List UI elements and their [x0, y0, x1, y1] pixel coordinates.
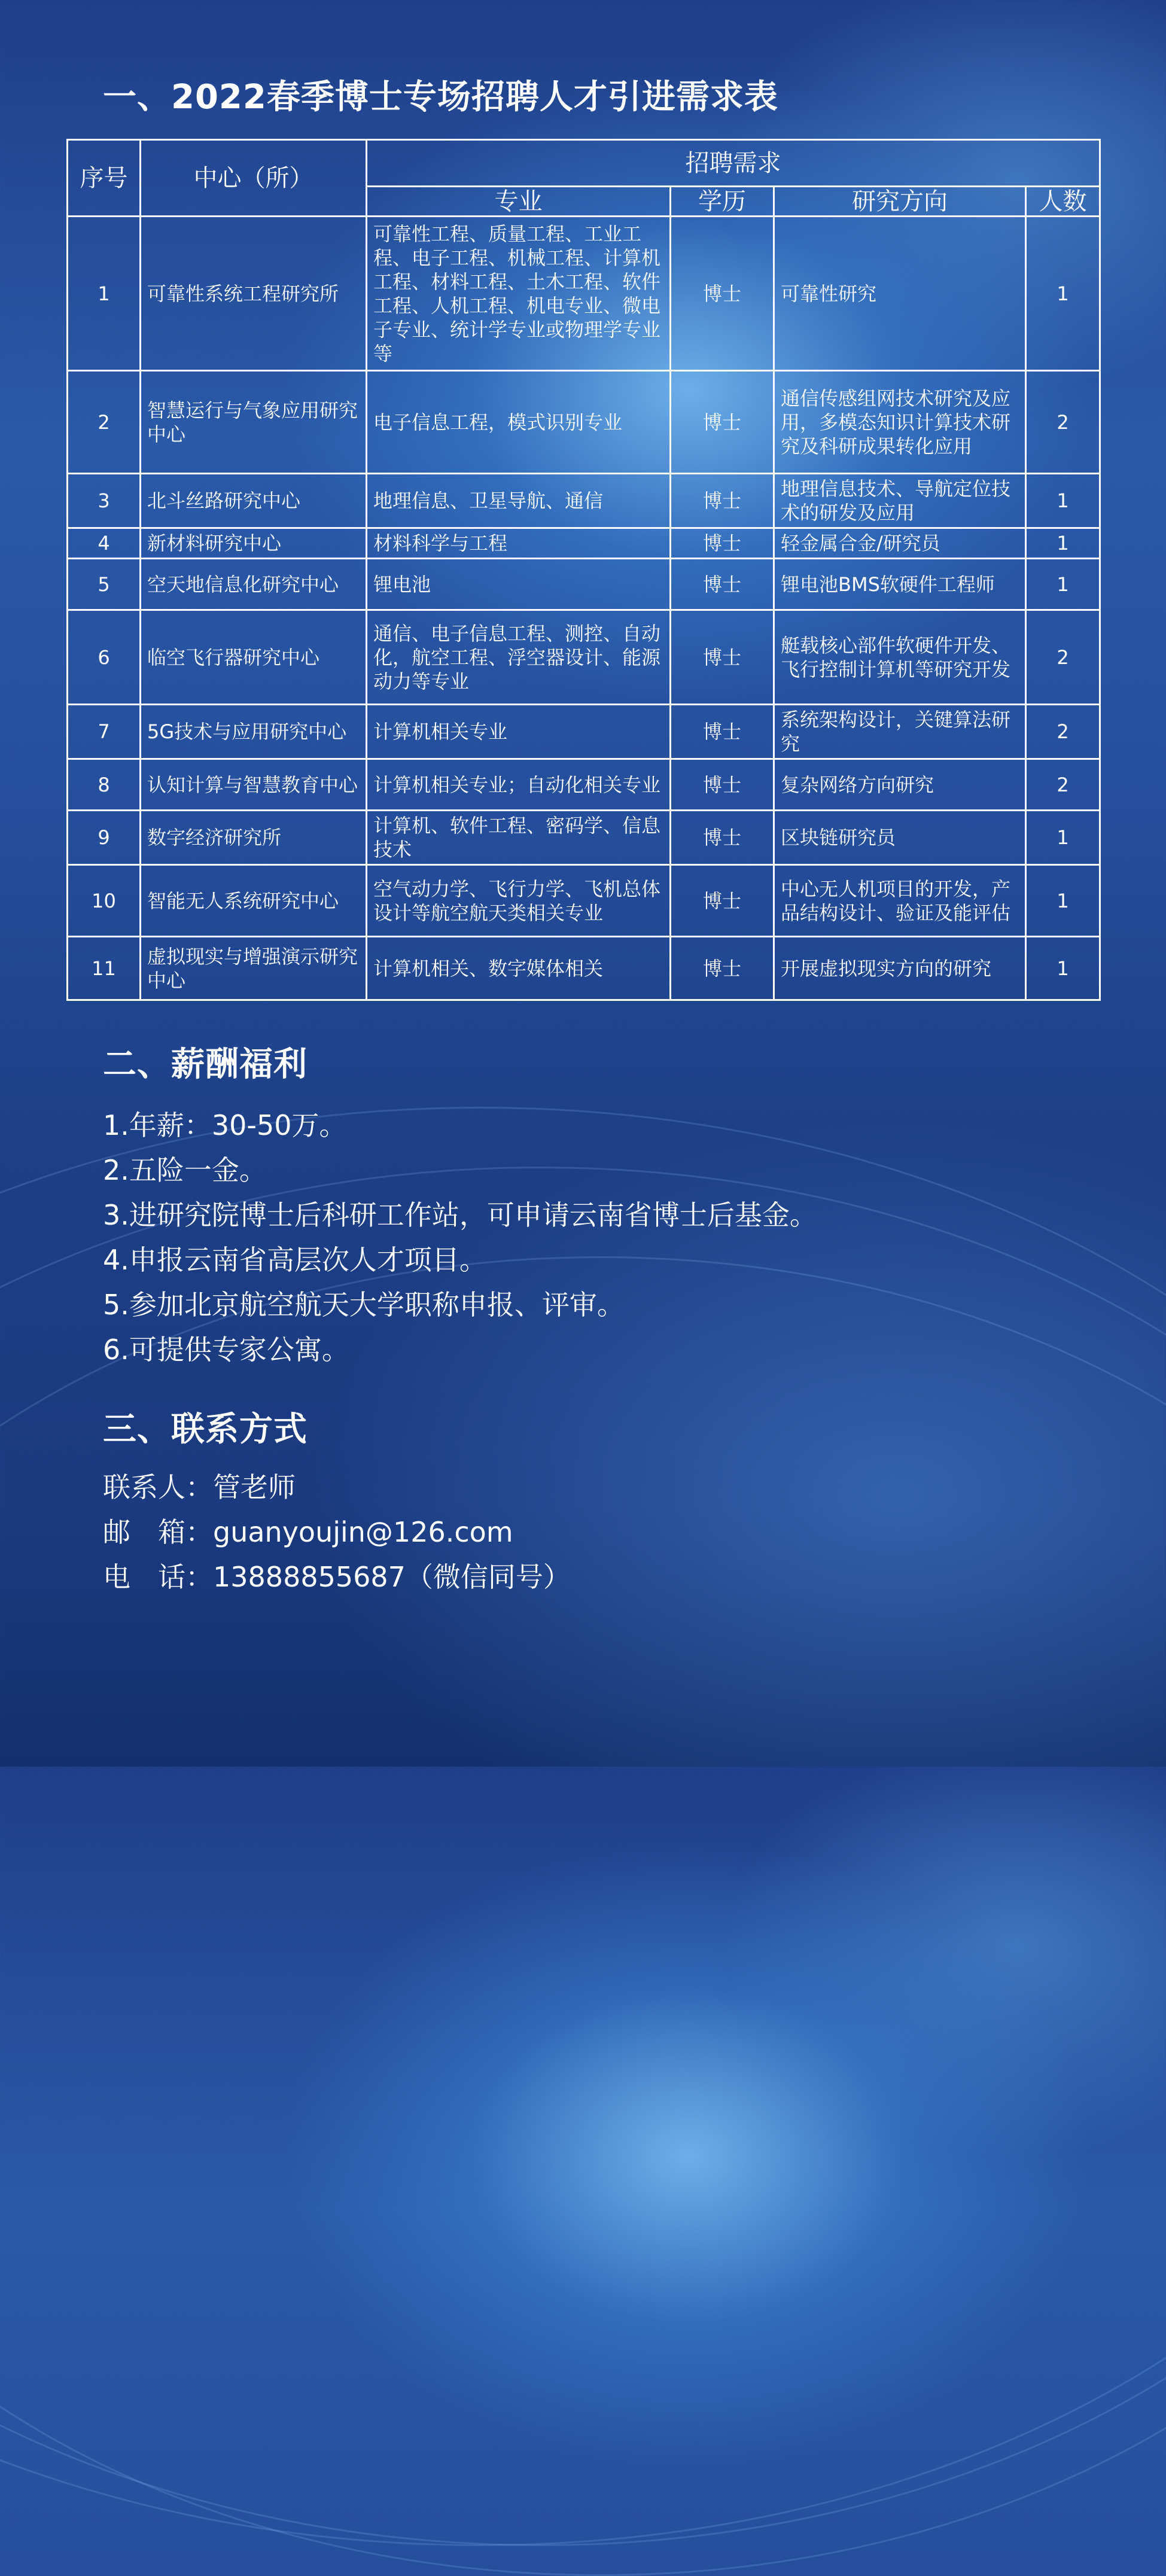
table-row [68, 474, 1100, 528]
benefit-item: 3.进研究院博士后科研工作站，可申请云南省博士后基金。 [103, 1199, 817, 1231]
benefit-item: 6.可提供专家公寓。 [103, 1333, 349, 1366]
cell-count: 1 [1026, 811, 1100, 865]
cell-major: 计算机相关专业 [367, 705, 671, 759]
cell-center: 新材料研究中心 [141, 528, 367, 559]
header-seq: 序号 [68, 140, 141, 217]
cell-direction: 中心无人机项目的开发，产品结构设计、验证及能评估 [774, 865, 1026, 937]
cell-direction: 区块链研究员 [774, 811, 1026, 865]
contact-phone: 电 话：13888855687（微信同号） [103, 1561, 571, 1593]
cell-degree: 博士 [671, 528, 774, 559]
cell-direction: 锂电池BMS软硬件工程师 [774, 559, 1026, 610]
cell-seq: 5 [68, 559, 141, 610]
cell-center: 5G技术与应用研究中心 [141, 705, 367, 759]
cell-major: 锂电池 [367, 559, 671, 610]
section1-title: 一、2022春季博士专场招聘人才引进需求表 [103, 78, 778, 117]
cell-count: 1 [1026, 865, 1100, 937]
header-demand: 招聘需求 [367, 140, 1100, 187]
cell-major: 电子信息工程，模式识别专业 [367, 371, 671, 474]
cell-degree: 博士 [671, 474, 774, 528]
table-row [68, 371, 1100, 474]
cell-seq: 11 [68, 937, 141, 1000]
header-count: 人数 [1026, 187, 1100, 217]
cell-seq: 4 [68, 528, 141, 559]
cell-major: 地理信息、卫星导航、通信 [367, 474, 671, 528]
table-row [68, 865, 1100, 937]
section2-title: 二、薪酬福利 [103, 1045, 308, 1084]
cell-center: 可靠性系统工程研究所 [141, 217, 367, 371]
cell-count: 1 [1026, 528, 1100, 559]
benefit-item: 4.申报云南省高层次人才项目。 [103, 1244, 487, 1276]
cell-direction: 可靠性研究 [774, 217, 1026, 371]
table-body [68, 217, 1100, 1000]
cell-seq: 9 [68, 811, 141, 865]
cell-seq: 1 [68, 217, 141, 371]
background-swirl [0, 1167, 1166, 2546]
cell-degree: 博士 [671, 705, 774, 759]
cell-count: 2 [1026, 705, 1100, 759]
cell-major: 计算机、软件工程、密码学、信息技术 [367, 811, 671, 865]
cell-seq: 2 [68, 371, 141, 474]
benefit-item: 1.年薪：30-50万。 [103, 1109, 347, 1141]
cell-direction: 复杂网络方向研究 [774, 759, 1026, 811]
cell-center: 数字经济研究所 [141, 811, 367, 865]
header-center: 中心（所） [141, 140, 367, 217]
cell-degree: 博士 [671, 937, 774, 1000]
header-degree: 学历 [671, 187, 774, 217]
cell-center: 智慧运行与气象应用研究中心 [141, 371, 367, 474]
cell-direction: 开展虚拟现实方向的研究 [774, 937, 1026, 1000]
cell-seq: 8 [68, 759, 141, 811]
cell-seq: 7 [68, 705, 141, 759]
cell-center: 智能无人系统研究中心 [141, 865, 367, 937]
cell-center: 认知计算与智慧教育中心 [141, 759, 367, 811]
cell-count: 1 [1026, 937, 1100, 1000]
cell-major: 计算机相关专业；自动化相关专业 [367, 759, 671, 811]
contact-email: 邮 箱：guanyoujin@126.com [103, 1516, 513, 1548]
benefit-item: 5.参加北京航空航天大学职称申报、评审。 [103, 1289, 625, 1321]
benefit-item: 2.五险一金。 [103, 1154, 267, 1186]
contact-person: 联系人：管老师 [103, 1471, 296, 1503]
cell-major: 计算机相关、数字媒体相关 [367, 937, 671, 1000]
background-swirl [0, 1256, 1166, 2576]
cell-degree: 博士 [671, 371, 774, 474]
cell-count: 2 [1026, 610, 1100, 705]
table-row [68, 610, 1100, 705]
cell-degree: 博士 [671, 865, 774, 937]
cell-major: 空气动力学、飞行力学、飞机总体设计等航空航天类相关专业 [367, 865, 671, 937]
header-direction: 研究方向 [774, 187, 1026, 217]
cell-count: 1 [1026, 474, 1100, 528]
cell-direction: 系统架构设计，关键算法研究 [774, 705, 1026, 759]
cell-major: 通信、电子信息工程、测控、自动化，航空工程、浮空器设计、能源动力等专业 [367, 610, 671, 705]
cell-seq: 6 [68, 610, 141, 705]
cell-count: 1 [1026, 217, 1100, 371]
recruitment-table [66, 139, 1101, 1001]
cell-center: 北斗丝路研究中心 [141, 474, 367, 528]
cell-degree: 博士 [671, 811, 774, 865]
cell-direction: 地理信息技术、导航定位技术的研发及应用 [774, 474, 1026, 528]
cell-degree: 博士 [671, 759, 774, 811]
cell-seq: 3 [68, 474, 141, 528]
table-row [68, 811, 1100, 865]
table-row [68, 937, 1100, 1000]
cell-count: 2 [1026, 371, 1100, 474]
cell-count: 1 [1026, 559, 1100, 610]
header-major: 专业 [367, 187, 671, 217]
table-row [68, 705, 1100, 759]
cell-major: 可靠性工程、质量工程、工业工程、电子工程、机械工程、计算机工程、材料工程、土木工程、软件工程、人机工程、机电专业、微电子专业、统计学专业或物理学专业等 [367, 217, 671, 371]
cell-direction: 通信传感组网技术研究及应用，多模态知识计算技术研究及科研成果转化应用 [774, 371, 1026, 474]
table-row [68, 559, 1100, 610]
cell-count: 2 [1026, 759, 1100, 811]
cell-seq: 10 [68, 865, 141, 937]
cell-direction: 艇载核心部件软硬件开发、飞行控制计算机等研究开发 [774, 610, 1026, 705]
cell-direction: 轻金属合金/研究员 [774, 528, 1026, 559]
cell-degree: 博士 [671, 559, 774, 610]
cell-center: 虚拟现实与增强演示研究中心 [141, 937, 367, 1000]
cell-degree: 博士 [671, 217, 774, 371]
section3-title: 三、联系方式 [103, 1410, 308, 1449]
cell-center: 空天地信息化研究中心 [141, 559, 367, 610]
cell-degree: 博士 [671, 610, 774, 705]
table-row [68, 759, 1100, 811]
cell-major: 材料科学与工程 [367, 528, 671, 559]
cell-center: 临空飞行器研究中心 [141, 610, 367, 705]
table-row [68, 217, 1100, 371]
table-row [68, 528, 1100, 559]
